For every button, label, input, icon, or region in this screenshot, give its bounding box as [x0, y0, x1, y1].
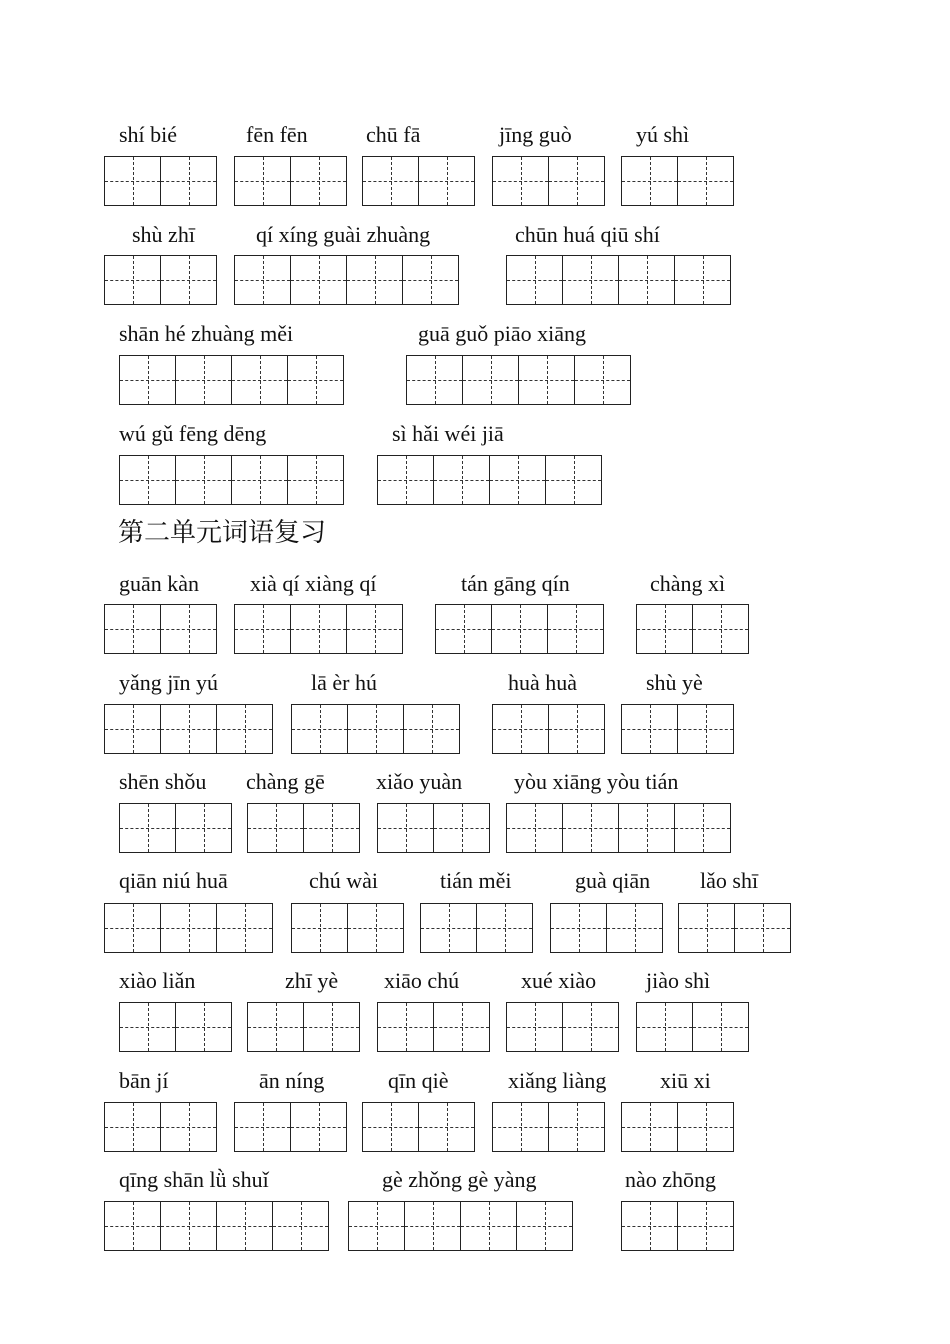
grid-cell[interactable] [105, 704, 161, 754]
pinyin-label: yǎng jīn yú [119, 670, 218, 695]
writing-grid[interactable] [362, 156, 475, 206]
grid-cell[interactable] [693, 1002, 749, 1052]
grid-cell[interactable] [637, 1002, 693, 1052]
grid-cell[interactable] [563, 803, 619, 853]
writing-grid[interactable] [119, 1002, 232, 1052]
grid-cell[interactable] [546, 455, 602, 505]
writing-grid[interactable] [636, 604, 749, 654]
writing-grid[interactable] [247, 803, 360, 853]
grid-cell[interactable] [735, 903, 791, 953]
grid-cell[interactable] [161, 156, 217, 206]
grid-cell[interactable] [363, 1102, 419, 1152]
section-heading: 第二单元词语复习 [118, 518, 327, 548]
writing-grid[interactable] [234, 255, 459, 305]
grid-cell[interactable] [477, 903, 533, 953]
writing-grid[interactable] [420, 903, 533, 953]
grid-cell[interactable] [291, 255, 347, 305]
grid-cell[interactable] [363, 156, 419, 206]
grid-cell[interactable] [693, 604, 749, 654]
grid-cell[interactable] [235, 255, 291, 305]
grid-cell[interactable] [507, 803, 563, 853]
pinyin-label: qīng shān lǜ shuǐ [119, 1167, 269, 1192]
grid-cell[interactable] [105, 604, 161, 654]
grid-cell[interactable] [678, 704, 734, 754]
grid-cell[interactable] [517, 1201, 573, 1251]
writing-grid[interactable] [678, 903, 791, 953]
writing-grid[interactable] [104, 903, 273, 953]
writing-grid[interactable] [119, 455, 344, 505]
grid-cell[interactable] [490, 455, 546, 505]
writing-grid[interactable] [104, 604, 217, 654]
grid-cell[interactable] [105, 255, 161, 305]
grid-cell[interactable] [419, 1102, 475, 1152]
grid-cell[interactable] [161, 604, 217, 654]
grid-cell[interactable] [176, 803, 232, 853]
writing-grid[interactable] [621, 1102, 734, 1152]
pinyin-label: xué xiào [521, 968, 597, 993]
grid-cell[interactable] [575, 355, 631, 405]
pinyin-label: lā èr hú [311, 670, 377, 695]
grid-cell[interactable] [161, 903, 217, 953]
grid-cell[interactable] [619, 803, 675, 853]
grid-cell[interactable] [304, 803, 360, 853]
pinyin-label: chú wài [309, 868, 379, 893]
writing-grid[interactable] [234, 156, 347, 206]
grid-cell[interactable] [161, 1201, 217, 1251]
grid-cell[interactable] [507, 255, 563, 305]
grid-cell[interactable] [619, 255, 675, 305]
grid-cell[interactable] [349, 1201, 405, 1251]
grid-cell[interactable] [348, 903, 404, 953]
grid-cell[interactable] [105, 1201, 161, 1251]
pinyin-label: shù zhī [132, 222, 195, 247]
writing-grid[interactable] [492, 156, 605, 206]
grid-cell[interactable] [549, 1102, 605, 1152]
grid-cell[interactable] [161, 1102, 217, 1152]
grid-cell[interactable] [607, 903, 663, 953]
writing-grid[interactable] [506, 803, 731, 853]
pinyin-label: huà huà [508, 670, 578, 695]
grid-cell[interactable] [292, 903, 348, 953]
grid-cell[interactable] [549, 156, 605, 206]
writing-grid[interactable] [291, 903, 404, 953]
grid-cell[interactable] [405, 1201, 461, 1251]
grid-cell[interactable] [493, 156, 549, 206]
grid-cell[interactable] [404, 704, 460, 754]
pinyin-label: qīn qiè [388, 1068, 449, 1093]
grid-cell[interactable] [348, 704, 404, 754]
grid-cell[interactable] [519, 355, 575, 405]
grid-cell[interactable] [622, 156, 678, 206]
grid-cell[interactable] [248, 803, 304, 853]
grid-cell[interactable] [120, 355, 176, 405]
grid-cell[interactable] [378, 803, 434, 853]
writing-grid[interactable] [377, 803, 490, 853]
pinyin-label: fēn fēn [246, 122, 308, 147]
writing-grid[interactable] [636, 1002, 749, 1052]
grid-cell[interactable] [378, 1002, 434, 1052]
pinyin-label: shān hé zhuàng měi [119, 321, 294, 346]
pinyin-label: tián měi [440, 868, 512, 893]
grid-cell[interactable] [105, 1102, 161, 1152]
grid-cell[interactable] [347, 604, 403, 654]
writing-grid[interactable] [119, 803, 232, 853]
grid-cell[interactable] [675, 255, 731, 305]
grid-cell[interactable] [161, 704, 217, 754]
grid-cell[interactable] [232, 455, 288, 505]
grid-cell[interactable] [288, 355, 344, 405]
writing-grid[interactable] [291, 704, 460, 754]
grid-cell[interactable] [273, 1201, 329, 1251]
pinyin-label: sì hǎi wéi jiā [392, 421, 504, 446]
pinyin-label: yú shì [636, 122, 690, 147]
grid-cell[interactable] [105, 156, 161, 206]
writing-grid[interactable] [362, 1102, 475, 1152]
writing-grid[interactable] [104, 255, 217, 305]
grid-cell[interactable] [217, 903, 273, 953]
pinyin-label: bān jí [119, 1068, 169, 1093]
grid-cell[interactable] [232, 355, 288, 405]
grid-cell[interactable] [235, 156, 291, 206]
grid-cell[interactable] [678, 156, 734, 206]
grid-cell[interactable] [235, 604, 291, 654]
writing-grid[interactable] [506, 255, 731, 305]
pinyin-label: tán gāng qín [461, 571, 570, 596]
grid-cell[interactable] [678, 1201, 734, 1251]
pinyin-label: lǎo shī [700, 868, 759, 893]
grid-cell[interactable] [120, 1002, 176, 1052]
writing-grid[interactable] [348, 1201, 573, 1251]
grid-cell[interactable] [493, 704, 549, 754]
grid-cell[interactable] [304, 1002, 360, 1052]
grid-cell[interactable] [563, 1002, 619, 1052]
pinyin-label: chàng gē [246, 769, 325, 794]
grid-cell[interactable] [176, 455, 232, 505]
pinyin-label: jiào shì [646, 968, 711, 993]
grid-cell[interactable] [492, 604, 548, 654]
grid-cell[interactable] [434, 455, 490, 505]
writing-grid[interactable] [506, 1002, 619, 1052]
writing-grid[interactable] [492, 704, 605, 754]
writing-grid[interactable] [621, 704, 734, 754]
pinyin-label: guān kàn [119, 571, 200, 596]
pinyin-label: xiǎng liàng [508, 1068, 607, 1093]
writing-grid[interactable] [435, 604, 604, 654]
writing-grid[interactable] [104, 1102, 217, 1152]
pinyin-label: guā guǒ piāo xiāng [418, 321, 587, 346]
pinyin-label: chàng xì [650, 571, 726, 596]
grid-cell[interactable] [235, 1102, 291, 1152]
grid-cell[interactable] [291, 604, 347, 654]
grid-cell[interactable] [161, 255, 217, 305]
grid-cell[interactable] [120, 455, 176, 505]
grid-cell[interactable] [217, 1201, 273, 1251]
pinyin-label: shí bié [119, 122, 178, 147]
grid-cell[interactable] [288, 455, 344, 505]
grid-cell[interactable] [176, 1002, 232, 1052]
pinyin-label: nào zhōng [625, 1167, 717, 1192]
pinyin-label: zhī yè [285, 968, 339, 993]
pinyin-label: gè zhǒng gè yàng [382, 1167, 537, 1192]
grid-cell[interactable] [679, 903, 735, 953]
grid-cell[interactable] [378, 455, 434, 505]
grid-cell[interactable] [551, 903, 607, 953]
pinyin-label: chū fā [366, 122, 421, 147]
writing-grid[interactable] [104, 1201, 329, 1251]
grid-cell[interactable] [622, 1102, 678, 1152]
grid-cell[interactable] [637, 604, 693, 654]
writing-grid[interactable] [550, 903, 663, 953]
grid-cell[interactable] [493, 1102, 549, 1152]
writing-grid[interactable] [119, 355, 344, 405]
grid-cell[interactable] [105, 903, 161, 953]
grid-cell[interactable] [292, 704, 348, 754]
writing-grid[interactable] [377, 1002, 490, 1052]
writing-grid[interactable] [247, 1002, 360, 1052]
pinyin-label: shēn shǒu [119, 769, 207, 794]
grid-cell[interactable] [347, 255, 403, 305]
pinyin-label: xiǎo yuàn [376, 769, 463, 794]
grid-cell[interactable] [563, 255, 619, 305]
pinyin-label: guà qiān [575, 868, 651, 893]
grid-cell[interactable] [176, 355, 232, 405]
grid-cell[interactable] [622, 1201, 678, 1251]
grid-cell[interactable] [622, 704, 678, 754]
grid-cell[interactable] [461, 1201, 517, 1251]
pinyin-label: wú gǔ fēng dēng [119, 421, 267, 446]
grid-cell[interactable] [403, 255, 459, 305]
pinyin-label: chūn huá qiū shí [515, 222, 660, 247]
grid-cell[interactable] [507, 1002, 563, 1052]
grid-cell[interactable] [291, 156, 347, 206]
grid-cell[interactable] [548, 604, 604, 654]
grid-cell[interactable] [434, 803, 490, 853]
grid-cell[interactable] [421, 903, 477, 953]
writing-grid[interactable] [377, 455, 602, 505]
grid-cell[interactable] [419, 156, 475, 206]
writing-grid[interactable] [406, 355, 631, 405]
pinyin-label: jīng guò [499, 122, 572, 147]
pinyin-label: yòu xiāng yòu tián [514, 769, 679, 794]
pinyin-label: shù yè [646, 670, 703, 695]
grid-cell[interactable] [436, 604, 492, 654]
pinyin-label: ān níng [259, 1068, 325, 1093]
pinyin-label: xiào liǎn [119, 968, 196, 993]
grid-cell[interactable] [291, 1102, 347, 1152]
pinyin-label: xiāo chú [384, 968, 460, 993]
grid-cell[interactable] [675, 803, 731, 853]
writing-grid[interactable] [621, 1201, 734, 1251]
grid-cell[interactable] [678, 1102, 734, 1152]
writing-grid[interactable] [234, 604, 403, 654]
grid-cell[interactable] [463, 355, 519, 405]
grid-cell[interactable] [407, 355, 463, 405]
pinyin-label: qí xíng guài zhuàng [256, 222, 431, 247]
grid-cell[interactable] [217, 704, 273, 754]
writing-grid[interactable] [621, 156, 734, 206]
grid-cell[interactable] [248, 1002, 304, 1052]
writing-grid[interactable] [492, 1102, 605, 1152]
pinyin-label: xiū xi [660, 1068, 711, 1093]
pinyin-label: xià qí xiàng qí [250, 571, 377, 596]
writing-grid[interactable] [234, 1102, 347, 1152]
writing-grid[interactable] [104, 704, 273, 754]
grid-cell[interactable] [120, 803, 176, 853]
writing-grid[interactable] [104, 156, 217, 206]
pinyin-label: qiān niú huā [119, 868, 228, 893]
grid-cell[interactable] [434, 1002, 490, 1052]
grid-cell[interactable] [549, 704, 605, 754]
